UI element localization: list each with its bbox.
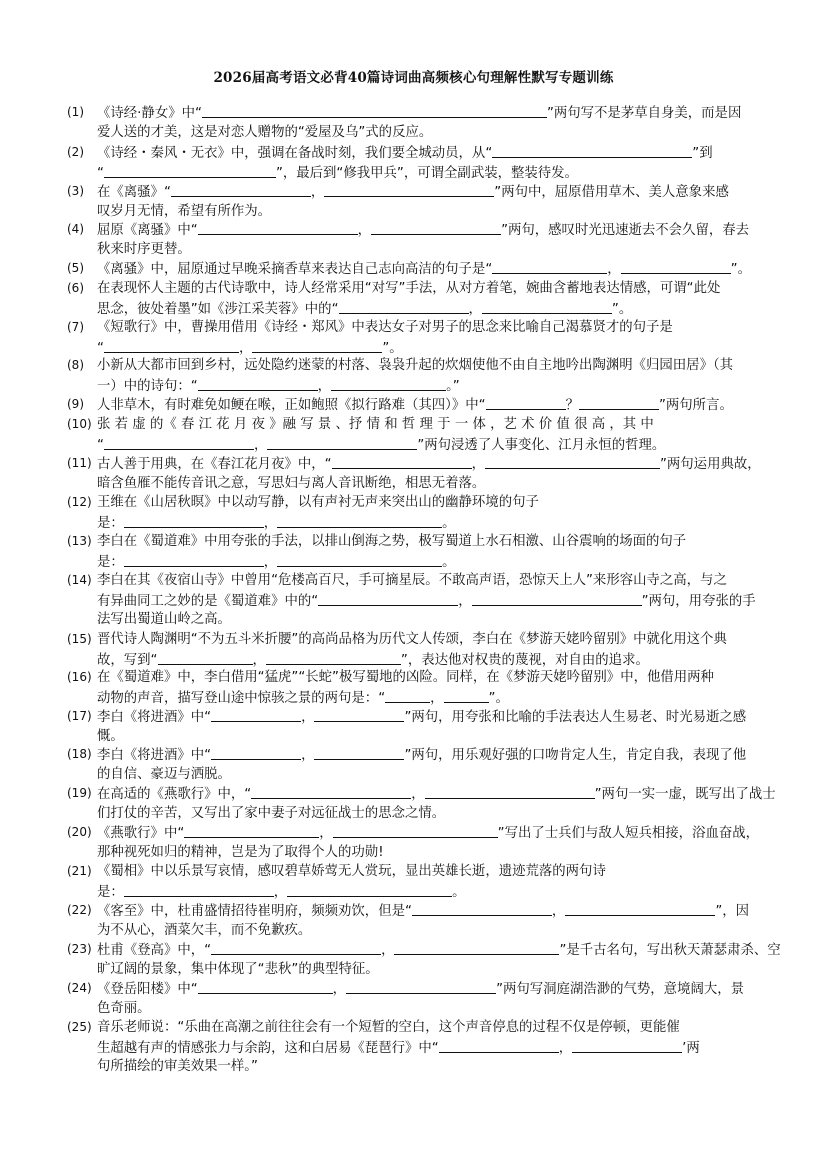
- question-number: (12): [67, 495, 92, 509]
- question-text: 屈原《离骚》中“: [97, 223, 198, 238]
- question-text: ”两句一实一虚，既写出了战士: [594, 787, 776, 802]
- question-text-line: [97, 1038, 767, 1059]
- question-text-line: [97, 901, 767, 922]
- question-text-line: [97, 804, 767, 824]
- answer-blank[interactable]: [482, 299, 612, 314]
- question-number: (15): [67, 632, 92, 646]
- question-text: “: [97, 340, 104, 356]
- question-text-line: [97, 493, 767, 513]
- answer-blank[interactable]: [439, 1038, 559, 1053]
- question-text: 在高适的《燕歌行》中，“: [97, 787, 252, 802]
- question-number: (13): [67, 534, 92, 548]
- answer-blank[interactable]: [198, 979, 333, 994]
- question-text: ，: [607, 262, 621, 277]
- question-text: 人非草木，有时难免如鲠在喉，正如鲍照《拟行路难（其四）》中“: [97, 398, 486, 413]
- question-text: 《蜀相》中以乐景写哀情，感叹碧草娇莺无人赏玩，显出英雄长逝，遗迹荒落的两句诗: [97, 864, 606, 879]
- question-text-line: [97, 630, 767, 650]
- question-number: (8): [67, 358, 84, 372]
- question-text-line: [97, 220, 767, 241]
- question-text: ，: [253, 437, 268, 453]
- answer-blank[interactable]: [472, 591, 642, 606]
- question-text: “: [97, 437, 104, 453]
- question-text-line: [97, 688, 767, 709]
- answer-blank[interactable]: [184, 823, 319, 838]
- question-text-line: [97, 143, 767, 164]
- question-text-line: [97, 784, 776, 805]
- question-text: 在《蜀道难》中，李白借用“猛虎”“长蛇”极写蜀地的凶险。同样，在《梦游天姥吟留别》中，他借用两种: [97, 670, 714, 685]
- question-text: ”两句，感叹时光迅速逝去不会久留，春去: [501, 223, 750, 238]
- question-text: ，: [301, 710, 315, 725]
- question-text-line: [97, 591, 767, 612]
- question-text-line: [97, 240, 767, 260]
- question-text-line: [97, 356, 767, 376]
- answer-blank[interactable]: [198, 376, 318, 391]
- question-text: 旷辽阔的景象，集中体现了“悲秋”的典型特征。: [97, 961, 379, 977]
- question-text: ，: [458, 593, 472, 609]
- question-text: 有异曲同工之妙的是《蜀道难》中的“: [97, 593, 319, 609]
- question-text-line: [97, 745, 767, 766]
- question-text: 是：: [97, 554, 124, 570]
- question-text: 杜甫《登高》中，“: [97, 943, 212, 958]
- question-text-line: [97, 1018, 767, 1038]
- answer-blank[interactable]: [324, 182, 494, 197]
- question-text: ？: [565, 398, 579, 413]
- answer-blank[interactable]: [124, 513, 264, 528]
- question-text: ”两句写洞庭湖浩渺的气势，意境阔大，景: [496, 982, 745, 997]
- question-text: ，: [238, 340, 253, 356]
- answer-blank[interactable]: [412, 901, 552, 916]
- question-text: ，: [468, 301, 482, 317]
- question-text: ，: [332, 982, 347, 997]
- question-text-line: [97, 513, 767, 534]
- question-text: ，: [301, 748, 315, 763]
- question-number: (25): [67, 1020, 92, 1034]
- answer-blank[interactable]: [314, 707, 404, 722]
- question-text: ，: [558, 1040, 573, 1056]
- question-text: 。: [452, 884, 466, 900]
- answer-blank[interactable]: [318, 591, 458, 606]
- question-text: 暗含鱼雁不能传音讯之意，写思妇与离人音讯断绝，相思无着落。: [97, 475, 486, 491]
- question-text-line: [97, 707, 767, 728]
- question-text: 思念，彼处着墨”如《涉江采芙蓉》中的“: [97, 301, 339, 317]
- question-number: (3): [67, 184, 84, 198]
- answer-blank[interactable]: [332, 454, 472, 469]
- question-text: ”两句，用夸张和比喻的手法表达人生易老、时光易逝之感: [404, 710, 747, 725]
- question-text-line: [97, 279, 767, 299]
- question-text-line: [97, 823, 767, 844]
- question-text-line: [97, 571, 767, 591]
- question-number: (10): [67, 417, 92, 431]
- question-text: ”，表达他对权贵的蔑视，对自由的追求。: [400, 652, 649, 668]
- question-text: ，: [319, 826, 333, 841]
- question-text-line: [97, 668, 767, 688]
- question-text: ”写出了士兵们与敌人短兵相接，浴血奋战，: [497, 826, 760, 841]
- answer-blank[interactable]: [385, 688, 430, 703]
- question-text: 李白在其《夜宿山寺》中曾用“危楼高百尺，手可摘星辰。不敢高声语，恐惊天上人”来形容山寺之高，与之: [97, 573, 727, 588]
- answer-blank[interactable]: [371, 220, 501, 235]
- question-text-line: [97, 882, 767, 903]
- question-text: 一）中的诗句：“: [97, 378, 198, 394]
- answer-blank[interactable]: [211, 940, 381, 955]
- question-text: ，: [411, 787, 425, 802]
- question-text: ’两: [682, 1040, 700, 1056]
- question-text: ”。: [382, 340, 403, 356]
- question-text: 叹岁月无情，希望有所作为。: [97, 203, 272, 219]
- question-text: ，: [310, 185, 325, 200]
- question-text-line: [97, 979, 767, 1000]
- question-number: (2): [67, 145, 84, 159]
- question-text-line: [97, 765, 767, 785]
- answer-blank[interactable]: [267, 435, 417, 450]
- question-text: 秋来时序更替。: [97, 241, 191, 257]
- question-text: 生超越有声的情感张力与余韵，这和白居易《琵琶行》中“: [97, 1040, 439, 1056]
- question-text: ”两句浸透了人事变化、江月永恒的哲理。: [417, 437, 666, 453]
- question-text: 那种视死如归的精神，岂是为了取得个人的功勋!: [97, 844, 384, 860]
- question-text-line: [97, 435, 767, 456]
- question-number: (21): [67, 864, 92, 878]
- question-text: ，: [252, 652, 266, 668]
- question-text-line: [97, 552, 767, 573]
- answer-blank[interactable]: [346, 979, 496, 994]
- question-number: (4): [67, 222, 84, 236]
- question-text: 晋代诗人陶渊明“不为五斗米折腰”的高尚品格为历代文人传颂，李白在《梦游天姥吟留别》中就化用这个典: [97, 632, 727, 647]
- answer-blank[interactable]: [492, 259, 607, 274]
- question-text-line: [97, 921, 767, 941]
- question-text-line: [97, 960, 767, 980]
- answer-blank[interactable]: [339, 299, 469, 314]
- question-text: 小新从大都市回到乡村，远处隐约迷蒙的村落、袅袅升起的炊烟使他不由自主地吟出陶渊明《归园田居》（其: [97, 358, 734, 373]
- answer-blank[interactable]: [444, 688, 489, 703]
- question-text-line: [97, 474, 767, 494]
- answer-blank[interactable]: [252, 338, 382, 353]
- question-text: ，: [357, 223, 372, 238]
- question-number: (9): [67, 397, 84, 411]
- answer-blank[interactable]: [124, 882, 274, 897]
- question-text: ，: [317, 378, 332, 394]
- question-text-line: [97, 299, 767, 320]
- question-number: (11): [67, 456, 92, 470]
- answer-blank[interactable]: [425, 784, 595, 799]
- answer-blank[interactable]: [394, 940, 559, 955]
- answer-blank[interactable]: [171, 182, 311, 197]
- question-text: 句所描绘的审美效果一样。”: [97, 1059, 258, 1074]
- question-text: 爱人送的才美，这是对恋人赠物的“爱屋及乌”式的反应。: [97, 124, 433, 140]
- answer-blank[interactable]: [331, 376, 446, 391]
- answer-blank[interactable]: [486, 395, 566, 410]
- question-text-line: [97, 454, 767, 475]
- question-text: ”两句所言。: [658, 398, 733, 413]
- answer-blank[interactable]: [104, 163, 276, 178]
- question-text: 是：: [97, 515, 124, 531]
- answer-blank[interactable]: [579, 395, 659, 410]
- question-text-line: [97, 259, 767, 280]
- question-text-line: [97, 395, 767, 416]
- question-number: (19): [67, 786, 92, 800]
- answer-blank[interactable]: [211, 707, 301, 722]
- question-text: ”到: [692, 146, 713, 161]
- question-text: 李白在《蜀道难》中用夸张的手法，以排山倒海之势，极写蜀道上水石相激、山谷震响的场面的句子: [97, 534, 687, 549]
- answer-blank[interactable]: [266, 650, 401, 665]
- answer-blank[interactable]: [485, 454, 660, 469]
- question-text: ，: [430, 690, 444, 706]
- question-text: ”，最后到“修我甲兵”，可谓全副武装，整装待发。: [275, 165, 578, 181]
- question-text: 色奇丽。: [97, 1000, 151, 1016]
- question-text: 《登岳阳楼》中“: [97, 982, 198, 997]
- question-text: ，: [381, 943, 395, 958]
- answer-blank[interactable]: [124, 552, 264, 567]
- question-text-line: [97, 610, 767, 630]
- question-number: (23): [67, 942, 92, 956]
- question-text: 是：: [97, 884, 124, 900]
- question-text: 慨。: [97, 728, 124, 744]
- question-text: ”。: [488, 690, 509, 706]
- question-text-line: [97, 532, 767, 552]
- question-text: 《诗经·静女》中“: [97, 106, 202, 121]
- question-text-line: [97, 338, 767, 359]
- answer-blank[interactable]: [333, 823, 498, 838]
- question-number: (1): [67, 105, 84, 119]
- question-number: (17): [67, 709, 92, 723]
- question-number: (18): [67, 747, 92, 761]
- question-text-line: [97, 182, 767, 203]
- question-text-line: [97, 940, 781, 961]
- answer-blank[interactable]: [211, 745, 301, 760]
- question-number: (24): [67, 981, 92, 995]
- question-text: 李白《将进酒》中“: [97, 710, 212, 725]
- question-text: ，: [273, 884, 288, 900]
- answer-blank[interactable]: [277, 552, 442, 567]
- question-text: ”两句写不是茅草自身美，而是因: [546, 106, 742, 121]
- question-text: 。: [442, 554, 456, 570]
- question-text-line: [97, 318, 767, 338]
- question-text: ”两句，用乐观好强的口吻肯定人生，肯定自我，表现了他: [404, 748, 747, 763]
- answer-blank[interactable]: [572, 1038, 682, 1053]
- question-text: ”两句，用夸张的手: [641, 593, 756, 609]
- answer-blank[interactable]: [158, 650, 253, 665]
- question-text-line: [97, 202, 767, 222]
- question-text: ”。: [730, 262, 751, 277]
- question-text-line: [97, 862, 767, 882]
- question-text: 动物的声音，描写登山途中惊骇之景的两句是：“: [97, 690, 386, 706]
- question-text: ”两句运用典故，: [659, 457, 761, 472]
- question-text: ”两句中，屈原借用草木、美人意象来感: [494, 185, 729, 200]
- answer-blank[interactable]: [104, 338, 239, 353]
- question-text: 王维在《山居秋暝》中以动写静，以有声衬无声来突出山的幽静环境的句子: [97, 495, 539, 510]
- question-text: 。: [442, 515, 456, 531]
- answer-blank[interactable]: [492, 143, 692, 158]
- question-text-line: [97, 1057, 767, 1077]
- question-text: 。”: [446, 378, 460, 394]
- answer-blank[interactable]: [104, 435, 254, 450]
- answer-blank[interactable]: [621, 259, 731, 274]
- question-number: (5): [67, 261, 84, 275]
- question-text: 《燕歌行》中“: [97, 826, 185, 841]
- answer-blank[interactable]: [565, 901, 715, 916]
- answer-blank[interactable]: [198, 220, 358, 235]
- page-title: 2026届高考语文必背40篇诗词曲高频核心句理解性默写专题训练: [213, 70, 614, 86]
- question-text: 《离骚》中，屈原通过早晚采摘香草来表达自己志向高洁的句子是“: [97, 262, 493, 277]
- question-text-line: [97, 376, 767, 397]
- question-text: 在《离骚》“: [97, 185, 171, 200]
- question-text-line: [97, 123, 767, 143]
- question-text: ，: [551, 904, 566, 919]
- question-text: 法写出蜀道山岭之高。: [97, 612, 231, 627]
- answer-blank[interactable]: [287, 882, 452, 897]
- answer-blank[interactable]: [314, 745, 404, 760]
- question-text-line: [97, 415, 767, 435]
- question-text: 《短歌行》中，曹操用借用《诗经・郑风》中表达女子对男子的思念来比喻自己渴慕贤才的句子是: [97, 320, 673, 335]
- question-text: 《客至》中，杜甫盛情招待崔明府，频频劝饮，但是“: [97, 904, 412, 919]
- question-text: 音乐老师说：“乐曲在高潮之前往往会有一个短暂的空白，这个声音停息的过程不仅是停顿，更能催: [97, 1020, 680, 1035]
- question-text-line: [97, 103, 767, 124]
- question-text: 张 若 虚 的《 春 江 花 月 夜 》融 写 景 、抒 情 和 哲 理 于 一 体 ，艺 术 价 值 很 高 ，其 中: [97, 417, 654, 432]
- question-number: (7): [67, 320, 84, 334]
- question-number: (20): [67, 825, 92, 839]
- question-text: 为不从心，酒菜欠丰，而不免歉疚。: [97, 922, 312, 938]
- answer-blank[interactable]: [251, 784, 411, 799]
- question-text: 故，写到“: [97, 652, 158, 668]
- question-text: ”，因: [715, 904, 750, 919]
- question-text: ”是千古名句，写出秋天萧瑟肃杀、空: [559, 943, 781, 958]
- question-number: (16): [67, 670, 92, 684]
- question-text: 古人善于用典，在《春江花月夜》中，“: [97, 457, 332, 472]
- question-text: 李白《将进酒》中“: [97, 748, 212, 763]
- answer-blank[interactable]: [277, 513, 442, 528]
- question-text: ，: [263, 554, 278, 570]
- question-text: ”。: [611, 301, 633, 317]
- question-text-line: [97, 843, 767, 863]
- question-text-line: [97, 650, 767, 671]
- question-text: 在表现怀人主题的古代诗歌中，诗人经常采用“对写”手法，从对方着笔，婉曲含蓄地表达情感，可谓“此处: [97, 281, 721, 296]
- question-number: (22): [67, 903, 92, 917]
- question-text: ，: [471, 457, 485, 472]
- answer-blank[interactable]: [202, 103, 547, 118]
- question-text-line: [97, 999, 767, 1019]
- question-text: 《诗经・秦风・无衣》中，强调在备战时刻，我们要全城动员，从“: [97, 146, 493, 161]
- question-text: ，: [263, 515, 278, 531]
- question-text-line: [97, 727, 767, 747]
- question-text: 们打仗的辛苦，又写出了家中妻子对远征战士的思念之情。: [97, 805, 446, 821]
- question-text: 的自信、豪迈与洒脱。: [97, 766, 231, 782]
- question-text-line: [97, 163, 767, 184]
- question-number: (6): [67, 281, 84, 295]
- question-number: (14): [67, 573, 92, 587]
- question-text: “: [97, 165, 104, 181]
